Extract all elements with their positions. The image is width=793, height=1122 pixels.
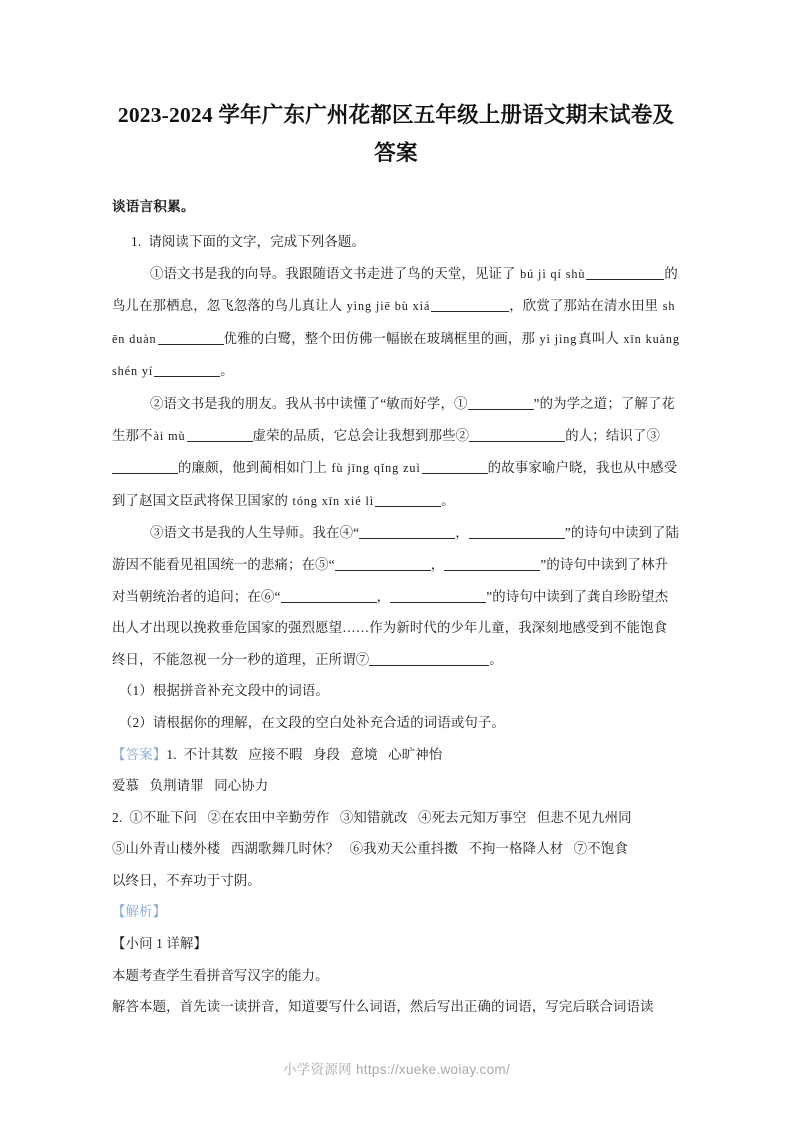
sub-question-2: （2）请根据你的理解，在文段的空白处补充合适的词语或句子。	[119, 714, 505, 730]
answer-text-1: 1. 不计其数 应接不暇 身段 意境 心旷神怡	[166, 746, 443, 762]
pinyin-xin-kuang-shen-yi: xīn kuàng shén yí	[112, 331, 684, 379]
pinyin-ai-mu: ài mù	[153, 428, 186, 443]
answer-line-5: 以终日，不弃功于寸阴。	[112, 872, 261, 888]
blank-input-3[interactable]	[158, 331, 224, 345]
sub-question-1: （1）根据拼音补充文段中的词语。	[119, 683, 329, 699]
answer-tag: 【答案】	[112, 746, 167, 762]
section-heading: 谈语言积累。	[112, 199, 195, 214]
blank-input-1[interactable]	[586, 266, 664, 280]
page-title: 2023-2024 学年广东广州花都区五年级上册语文期末试卷及答案	[117, 103, 675, 165]
blank-input-7[interactable]	[469, 428, 565, 442]
blank-input-16[interactable]	[390, 589, 486, 603]
blank-input-8[interactable]	[112, 460, 178, 474]
question-prompt: 1. 请阅读下面的文字，完成下列各题。	[131, 234, 365, 249]
pinyin-bu-ji-qi-shu: bú jì qí shù	[520, 266, 586, 281]
passage-paragraph-2	[112, 388, 680, 517]
passage-2-seg5: 的廉颇，他到蔺相如门上	[178, 460, 331, 476]
passage-3-seg4: ，	[430, 556, 445, 572]
document-body	[112, 96, 684, 1023]
passage-2-seg2: ”的为学之道；了解了花生那不	[112, 395, 676, 443]
passage-3-seg1: ③语文书是我的人生导师。我在④“	[150, 525, 360, 541]
passage-1-seg5: 真叫人	[578, 330, 623, 346]
passage-2-seg7: 。	[441, 492, 455, 508]
passage-3-seg6: ，	[376, 588, 391, 604]
blank-input-10[interactable]	[375, 493, 441, 507]
pinyin-tong-xin-xie-li: tóng xīn xié lì	[292, 493, 375, 508]
passage-3-seg2: ，	[455, 525, 469, 541]
passage-2-seg6: 的故事家喻户晓，我也从中感受到了赵国文臣武将保卫国家的	[112, 460, 678, 508]
blank-input-2[interactable]	[431, 298, 509, 312]
blank-input-6[interactable]	[187, 428, 253, 442]
passage-3-seg3: ”的诗句中读到了陆游因不能看见祖国统一的悲痛；在⑤“	[112, 525, 680, 572]
pinyin-yi-jing: yì jìng	[539, 331, 578, 346]
blank-input-4[interactable]	[154, 363, 220, 377]
analysis-line-2: 解答本题，首先读一读拼音，知道要写什么词语，然后写出正确的词语，写完后联合词语读	[112, 999, 654, 1015]
blank-input-11[interactable]	[359, 525, 455, 539]
pinyin-ying-jie-bu-xia: yìng jiē bù xiá	[346, 299, 431, 314]
blank-input-13[interactable]	[335, 557, 431, 571]
passage-2-seg4: 的人；结识了③	[565, 427, 660, 443]
passage-2-seg3: 虚荣的品质，它总会让我想到那些②	[252, 427, 470, 443]
passage-paragraph-3	[112, 517, 680, 675]
analysis-sub-tag: 【小问 1 详解】	[112, 936, 208, 952]
answer-line-1	[112, 739, 680, 771]
blank-input-9[interactable]	[422, 460, 488, 474]
answer-line-4: ⑤山外青山楼外楼 西湖歌舞几时休？ ⑥我劝天公重抖擞 不拘一格降人材 ⑦不饱食	[112, 841, 628, 857]
passage-paragraph-1	[112, 258, 684, 388]
site-watermark: 小学资源网 https://xueke.woiay.com/	[282, 1062, 511, 1077]
blank-input-14[interactable]	[444, 557, 540, 571]
blank-input-15[interactable]	[281, 589, 377, 603]
passage-1-seg3: ，欣赏了那站在清水田里	[509, 298, 662, 314]
passage-1-seg4: 优雅的白鹭，整个田仿佛一幅嵌在玻璃框里的画，那	[223, 330, 539, 346]
pinyin-fu-jing-qing-zui: fù jīng qǐng zuì	[331, 461, 421, 476]
pinyin-shen-duan: shēn duàn	[112, 299, 676, 346]
blank-input-17[interactable]	[369, 652, 489, 666]
answer-line-2: 爱慕 负荆请罪 同心协力	[112, 778, 269, 794]
answer-line-3: 2. ①不耻下问 ②在农田中辛勤劳作 ③知错就改 ④死去元知万事空 但悲不见九州同	[112, 809, 632, 825]
blank-input-12[interactable]	[469, 525, 565, 539]
passage-3-seg8: 。	[489, 651, 503, 667]
blank-input-5[interactable]	[468, 396, 534, 410]
passage-3-seg7: ”的诗句中读到了龚自珍盼望杰出人才出现以挽救垂危国家的强烈愿望……作为新时代的少年儿童，我深刻地感受到不能饱食终日，不能忽视一分一秒的道理，正所谓⑦	[112, 588, 669, 667]
passage-2-seg1: ②语文书是我的朋友。我从书中读懂了“敏而好学，①	[150, 395, 468, 411]
analysis-tag: 【解析】	[112, 904, 167, 920]
passage-1-seg6: 。	[220, 363, 234, 379]
analysis-line-1: 本题考查学生看拼音写汉字的能力。	[112, 967, 329, 983]
passage-1-seg1: ①语文书是我的向导。我跟随语文书走进了鸟的天堂，见证了	[150, 265, 520, 281]
passage-1-seg2: 的鸟儿在那栖息，忽飞忽落的鸟儿真让人	[112, 265, 678, 314]
passage-3-seg5: ”的诗句中读到了林升对当朝统治者的追问；在⑥“	[112, 556, 669, 604]
